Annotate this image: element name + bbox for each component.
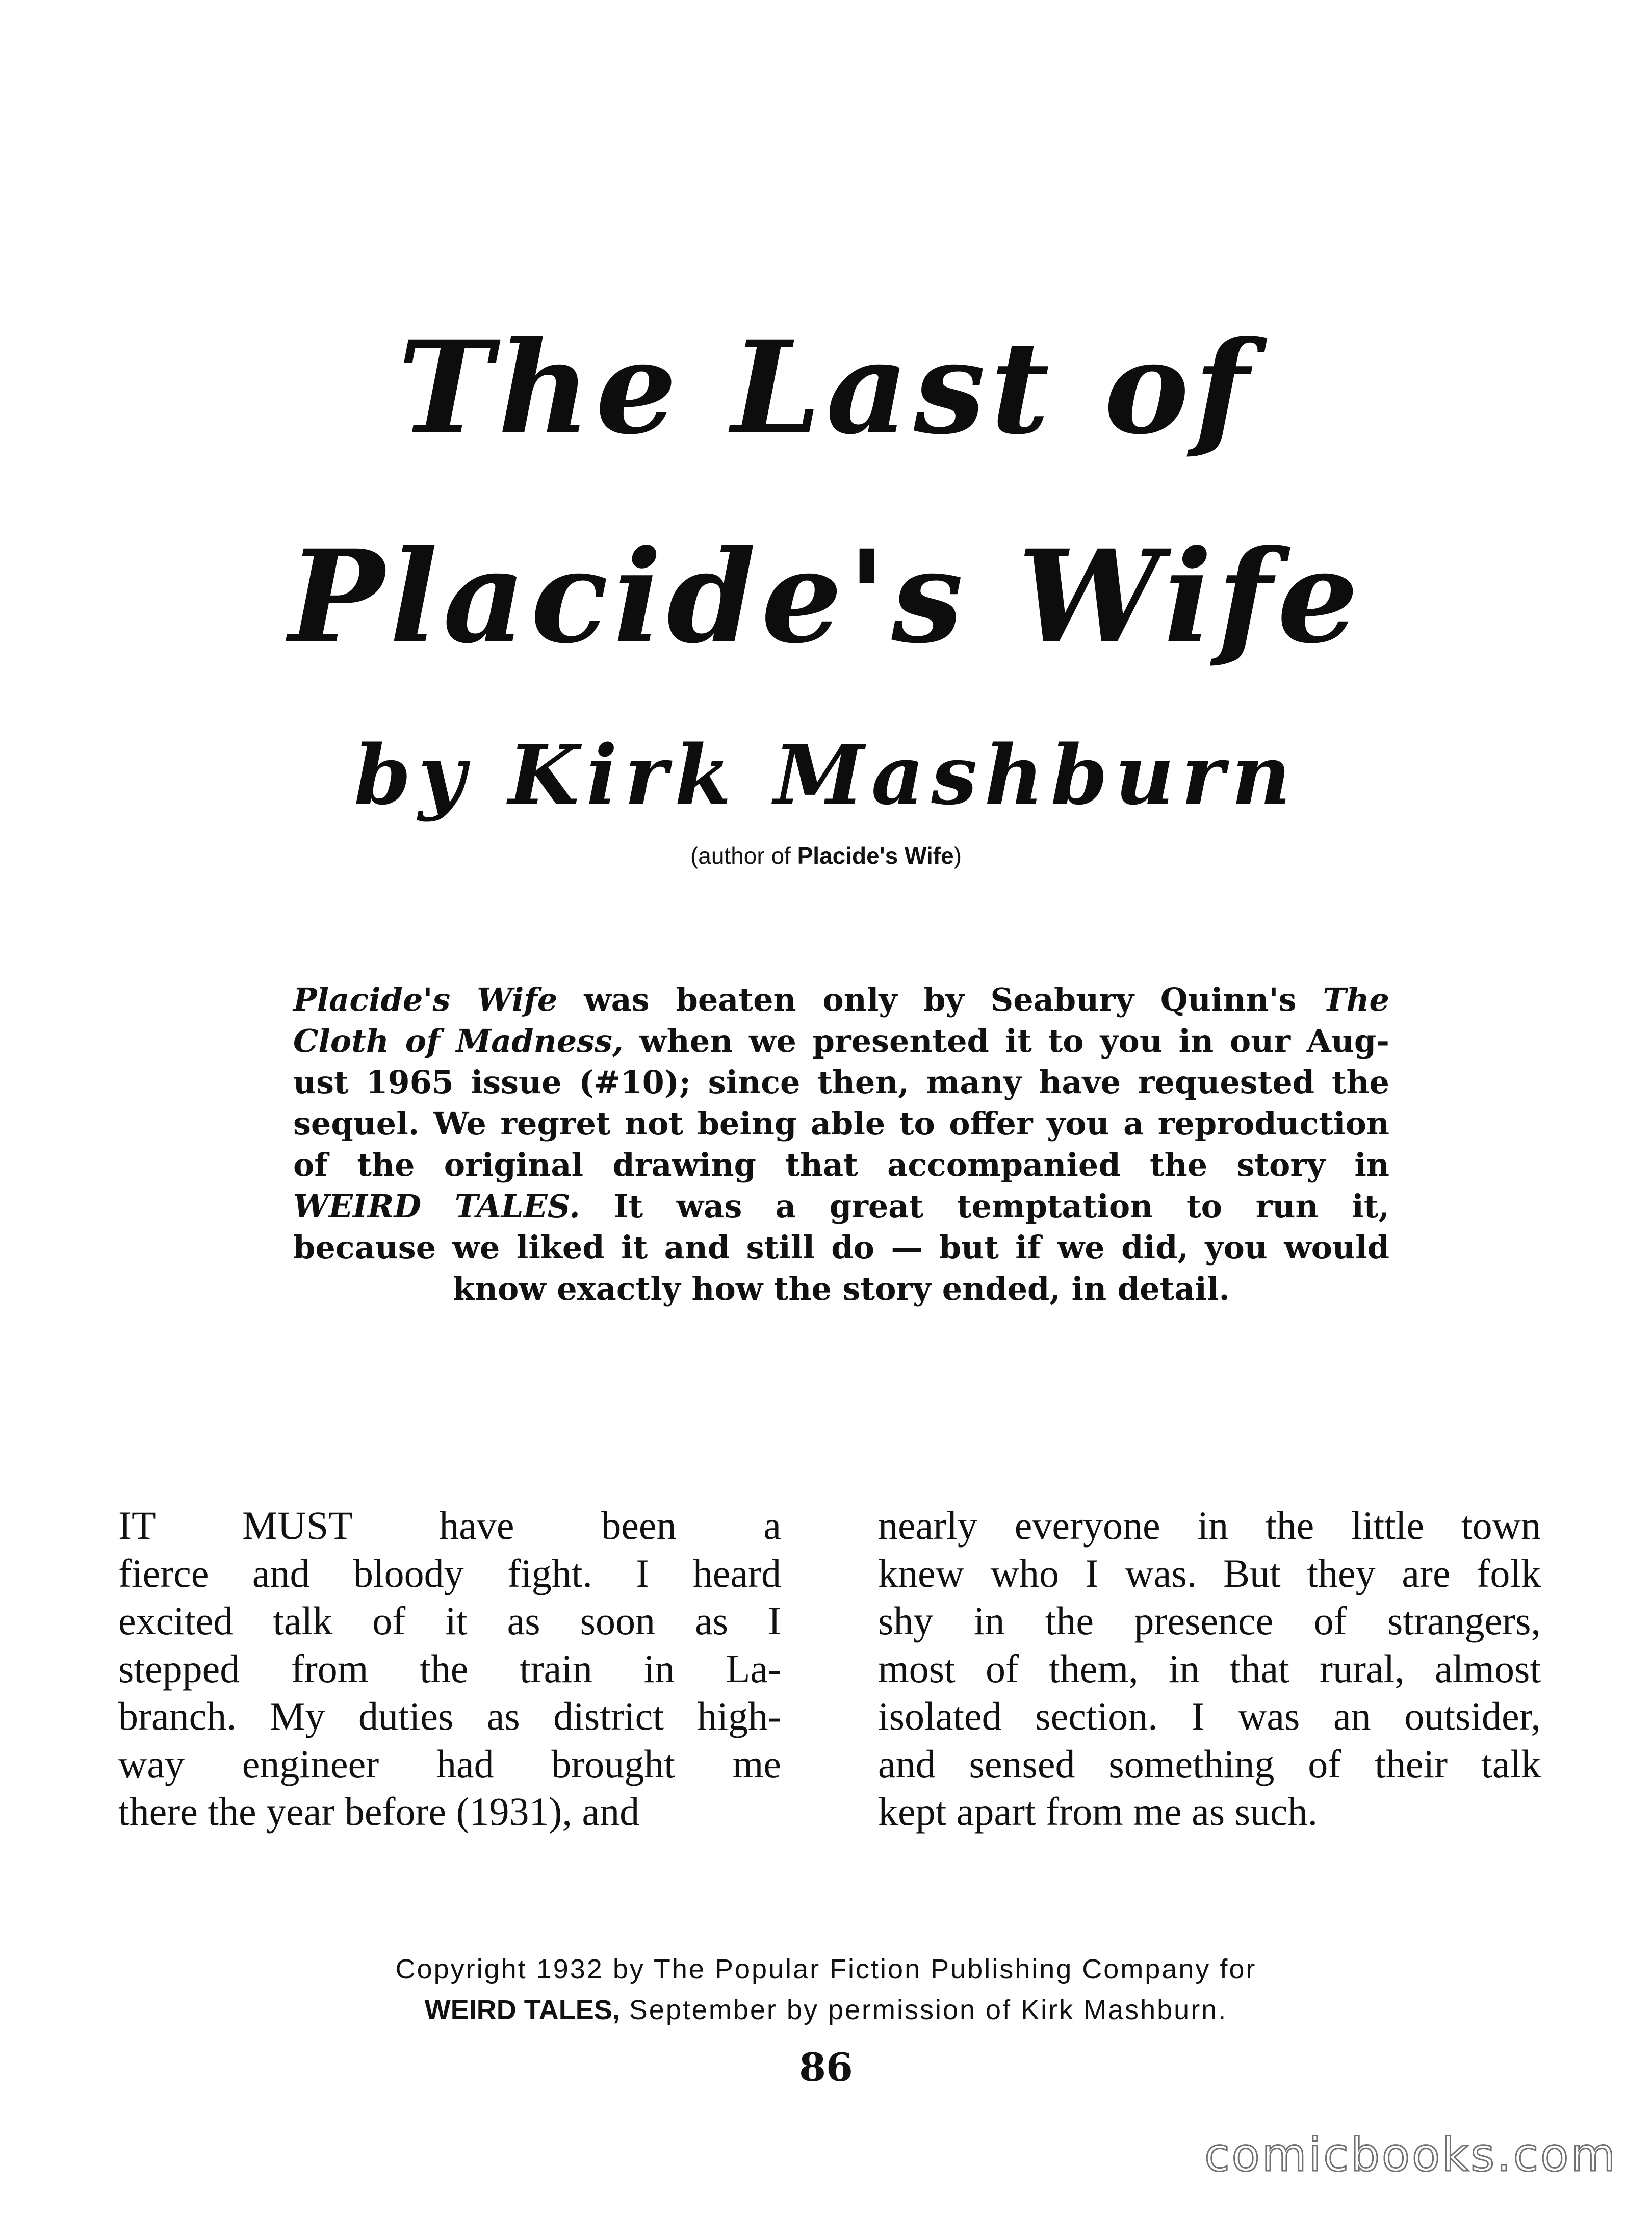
story-line: excited talk of it as soon as I bbox=[118, 1598, 781, 1643]
credit-prefix: (author of bbox=[690, 842, 797, 869]
intro-text-run: because we liked it and still do — but if we did, you would bbox=[293, 1229, 1389, 1266]
intro-italic-run: WEIRD TALES. bbox=[293, 1188, 580, 1225]
intro-line bbox=[293, 1144, 1389, 1185]
copyright-line-2 bbox=[0, 1990, 1652, 2030]
byline: by Kirk Mashburn bbox=[354, 727, 1298, 823]
copyright-line-1: Copyright 1932 by The Popular Fiction Publishing Company for bbox=[395, 1954, 1257, 1984]
page-number: 86 bbox=[799, 2045, 853, 2090]
story-line: and sensed something of their talk bbox=[878, 1741, 1541, 1786]
credit-suffix: ) bbox=[953, 842, 962, 869]
intro-text-run: of the original drawing that accompanied the story in bbox=[293, 1146, 1389, 1183]
intro-text-run: ust 1965 issue (#10); since then, many have requested the bbox=[293, 1064, 1389, 1101]
title-line-1: The Last of bbox=[398, 313, 1254, 462]
story-line: isolated section. I was an outsider, bbox=[878, 1694, 1541, 1738]
story-line: way engineer had brought me bbox=[118, 1741, 781, 1786]
intro-line bbox=[293, 979, 1389, 1020]
copyright-notice bbox=[0, 1949, 1652, 2030]
watermark: comicbooks.com bbox=[1204, 2128, 1617, 2182]
intro-text-run: was beaten only by Seabury Quinn's bbox=[557, 981, 1323, 1018]
story-line: most of them, in that rural, almost bbox=[878, 1646, 1541, 1691]
intro-text-run: know exactly how the story ended, in detail. bbox=[452, 1270, 1230, 1307]
editor-intro bbox=[293, 979, 1389, 1309]
intro-italic-run: Placide's Wife bbox=[293, 981, 558, 1018]
intro-line bbox=[293, 1103, 1389, 1144]
intro-line bbox=[293, 1062, 1389, 1103]
intro-italic-run: The bbox=[1323, 981, 1389, 1018]
story-line: branch. My duties as district high- bbox=[118, 1694, 781, 1738]
story-line: IT MUST have been a bbox=[118, 1503, 781, 1548]
intro-line bbox=[293, 1268, 1389, 1309]
story-line: nearly everyone in the little town bbox=[878, 1503, 1541, 1548]
story-column-1 bbox=[118, 1502, 781, 1836]
author-credit bbox=[0, 840, 1652, 871]
intro-italic-run: Cloth of Madness, bbox=[293, 1022, 624, 1060]
intro-text-run: It was a great temptation to run it, bbox=[580, 1188, 1390, 1225]
story-line: there the year before (1931), and bbox=[118, 1789, 640, 1834]
intro-line bbox=[293, 1227, 1389, 1268]
credit-work: Placide's Wife bbox=[797, 842, 954, 869]
copyright-line-2-rest: September by permission of Kirk Mashburn. bbox=[620, 1995, 1228, 2025]
intro-line bbox=[293, 1185, 1389, 1227]
story-column-2 bbox=[878, 1502, 1541, 1836]
story-line: fierce and bloody fight. I heard bbox=[118, 1551, 781, 1595]
story-line: knew who I was. But they are folk bbox=[878, 1551, 1541, 1595]
copyright-magazine: WEIRD TALES, bbox=[424, 1995, 620, 2025]
intro-text-run: when we presented it to you in our Aug- bbox=[623, 1022, 1389, 1060]
intro-text-run: sequel. We regret not being able to offer you a reproduction bbox=[293, 1105, 1389, 1142]
title-line-2: Placide's Wife bbox=[288, 522, 1364, 672]
story-line: stepped from the train in La- bbox=[118, 1646, 781, 1691]
story-line: kept apart from me as such. bbox=[878, 1789, 1318, 1834]
intro-line bbox=[293, 1020, 1389, 1062]
story-line: shy in the presence of strangers, bbox=[878, 1598, 1541, 1643]
